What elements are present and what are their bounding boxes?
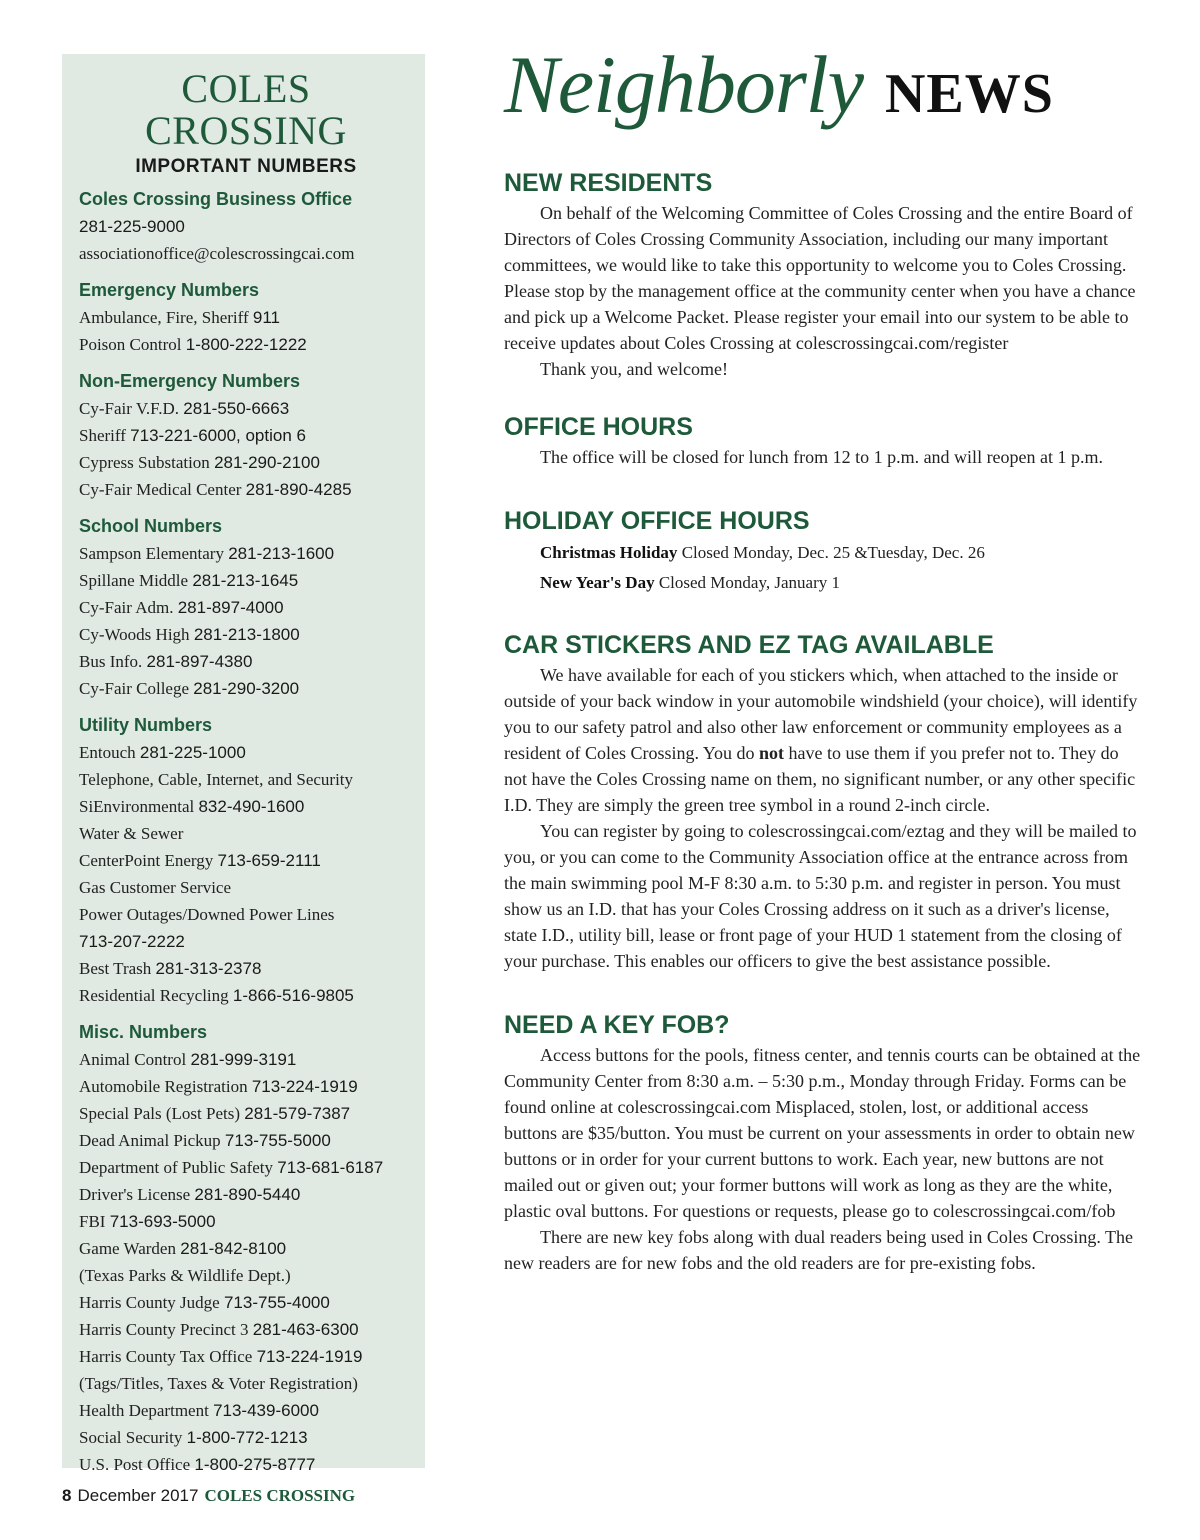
contact-label: Automobile Registration xyxy=(79,1077,248,1096)
footer-date: December 2017 xyxy=(77,1486,199,1505)
phone-number: 281-579-7387 xyxy=(244,1104,351,1123)
important-numbers-sidebar xyxy=(62,54,425,1474)
masthead-script-title: Neighborly xyxy=(504,39,863,130)
phone-number: 1-800-772-1213 xyxy=(186,1428,308,1447)
section-heading: Misc. Numbers xyxy=(79,1022,208,1042)
contact-label: Cy-Fair College xyxy=(79,679,190,698)
contact-line xyxy=(79,928,425,955)
number-section xyxy=(79,277,425,358)
phone-number: 713-693-5000 xyxy=(109,1212,216,1231)
contact-line xyxy=(79,901,425,928)
article-heading: NEW RESIDENTS xyxy=(504,169,713,197)
number-section xyxy=(79,368,425,503)
article-paragraph: Thank you, and welcome! xyxy=(540,359,728,379)
phone-number: 281-213-1800 xyxy=(193,625,300,644)
sidebar-sections xyxy=(79,186,425,1478)
contact-line xyxy=(79,1100,425,1127)
contact-line xyxy=(79,422,425,449)
phone-number: 281-290-2100 xyxy=(214,453,320,472)
article-heading: NEED A KEY FOB? xyxy=(504,1011,730,1039)
footer-brand: COLES CROSSING xyxy=(204,1486,356,1505)
masthead xyxy=(504,40,1144,140)
contact-line xyxy=(79,1451,425,1478)
contact-line xyxy=(79,1073,425,1100)
article-new-residents xyxy=(504,168,1144,382)
contact-line xyxy=(79,766,425,793)
contact-line xyxy=(79,874,425,901)
phone-number: 1-800-275-8777 xyxy=(194,1455,316,1474)
phone-number: 281-999-3191 xyxy=(190,1050,297,1069)
phone-number: 281-890-5440 xyxy=(194,1185,301,1204)
contact-label: Bus Info. xyxy=(79,652,143,671)
article-paragraph xyxy=(504,662,1144,818)
phone-number: 713-659-2111 xyxy=(217,851,321,870)
phone-number: 281-213-1600 xyxy=(228,544,335,563)
contact-label: Dead Animal Pickup xyxy=(79,1131,221,1150)
phone-number: 1-800-222-1222 xyxy=(185,335,307,354)
contact-label: Cy-Fair V.F.D. xyxy=(79,399,180,418)
contact-label: Animal Control xyxy=(79,1050,187,1069)
contact-line xyxy=(79,331,425,358)
contact-line xyxy=(79,955,425,982)
article-key-fob xyxy=(504,1010,1144,1276)
contact-label: Sampson Elementary xyxy=(79,544,224,563)
contact-label: Harris County Precinct 3 xyxy=(79,1320,249,1339)
main-content xyxy=(504,40,1144,1276)
contact-label: Ambulance, Fire, Sheriff xyxy=(79,308,249,327)
contact-line xyxy=(79,847,425,874)
phone-number: 1-866-516-9805 xyxy=(232,986,354,1005)
phone-number: 832-490-1600 xyxy=(198,797,305,816)
contact-label: Cypress Substation xyxy=(79,453,210,472)
article-paragraph: On behalf of the Welcoming Committee of Coles Crossing and the entire Board of Directors of Coles Crossing Community Association, including our many important committees, we would like to take this opportunity to welcome you to Coles Crossing. Please stop by the management office at the community center when you have a chance and pick up a Welcome Packet. Please register your email into our system to be able to receive updates about Coles Crossing at colescrossingcai.com/register xyxy=(504,203,1136,353)
phone-number: 281-313-2378 xyxy=(155,959,262,978)
contact-line xyxy=(79,449,425,476)
contact-label: Harris County Judge xyxy=(79,1293,220,1312)
contact-label: Harris County Tax Office xyxy=(79,1347,253,1366)
holiday-text: Closed Monday, Dec. 25 &Tuesday, Dec. 26 xyxy=(681,543,985,562)
phone-number: 281-463-6300 xyxy=(252,1320,359,1339)
number-section xyxy=(79,513,425,702)
section-heading: Utility Numbers xyxy=(79,715,213,735)
phone-number: 281-897-4380 xyxy=(146,652,253,671)
contact-line xyxy=(79,793,425,820)
phone-number: 713-221-6000, option 6 xyxy=(130,426,306,445)
contact-label: Department of Public Safety xyxy=(79,1158,274,1177)
contact-line xyxy=(79,304,425,331)
contact-line xyxy=(79,213,425,240)
article-paragraph: You can register by going to colescrossingcai.com/eztag and they will be mailed to you, or you can come to the Community Association office at the entrance across from the main swimming pool M-F 8:30 a.m. to 5:30 p.m. and register in person. You must show us an I.D. that has your Coles Crossing address on it such as a driver's license, state I.D., utility bill, lease or front page of your HUD 1 statement from the closing of your purchase. This enables our officers to give the best assistance possible. xyxy=(504,821,1137,971)
contact-label: Residential Recycling xyxy=(79,986,229,1005)
phone-number: 281-842-8100 xyxy=(180,1239,287,1258)
phone-number: 713-755-5000 xyxy=(224,1131,331,1150)
holiday-text: Closed Monday, January 1 xyxy=(658,573,840,592)
page-footer xyxy=(62,1486,355,1506)
phone-number: 713-224-1919 xyxy=(251,1077,358,1096)
contact-line xyxy=(79,1235,425,1262)
article-holiday-hours xyxy=(504,506,1144,598)
contact-line xyxy=(79,1154,425,1181)
masthead-news-title: NEWS xyxy=(884,63,1054,125)
contact-label: Special Pals (Lost Pets) xyxy=(79,1104,241,1123)
sidebar-subtitle: IMPORTANT NUMBERS xyxy=(135,156,357,177)
contact-line xyxy=(79,1343,425,1370)
contact-line xyxy=(79,1316,425,1343)
section-heading: School Numbers xyxy=(79,516,223,536)
contact-line xyxy=(79,1208,425,1235)
contact-label: FBI xyxy=(79,1212,106,1231)
contact-label: Power Outages/Downed Power Lines xyxy=(79,905,335,924)
phone-number: 713-224-1919 xyxy=(256,1347,363,1366)
contact-label: Driver's License xyxy=(79,1185,191,1204)
holiday-label: Christmas Holiday xyxy=(540,543,678,562)
contact-label: Best Trash xyxy=(79,959,152,978)
article-heading: CAR STICKERS AND EZ TAG AVAILABLE xyxy=(504,631,994,659)
article-paragraph: Access buttons for the pools, fitness center, and tennis courts can be obtained at the Community Center from 8:30 a.m. – 5:30 p.m., Monday through Friday. Forms can be found online at colescrossingcai.com Misplaced, stolen, lost, or additional access buttons are $35/button. You must be current on your assessments in order to obtain new buttons or in order for your current buttons to work. Each year, new buttons are not mailed out or given out; your former buttons will work as long as they are the white, plastic oval buttons. For questions or requests, please go to colescrossingcai.com/fob xyxy=(504,1045,1141,1221)
contact-label: Spillane Middle xyxy=(79,571,189,590)
holiday-christmas xyxy=(504,538,1144,568)
contact-line xyxy=(79,1262,425,1289)
page-number: 8 xyxy=(62,1486,72,1505)
article-heading: OFFICE HOURS xyxy=(504,413,693,441)
phone-number: 713-439-6000 xyxy=(213,1401,319,1420)
contact-label: Social Security xyxy=(79,1428,183,1447)
sidebar-title: COLES CROSSING xyxy=(145,66,347,153)
article-car-stickers xyxy=(504,630,1144,974)
section-heading: Coles Crossing Business Office xyxy=(79,189,353,209)
contact-label: Poison Control xyxy=(79,335,182,354)
contact-line xyxy=(79,240,425,267)
section-heading: Non-Emergency Numbers xyxy=(79,371,301,391)
contact-label: SiEnvironmental xyxy=(79,797,195,816)
contact-label: associationoffice@colescrossingcai.com xyxy=(79,244,355,263)
contact-label: Water & Sewer xyxy=(79,824,184,843)
contact-label: CenterPoint Energy xyxy=(79,851,214,870)
contact-line xyxy=(79,567,425,594)
phone-number: 281-225-9000 xyxy=(79,217,185,236)
emphasis-text: not xyxy=(759,743,785,763)
holiday-newyear xyxy=(504,568,1144,598)
contact-label: (Texas Parks & Wildlife Dept.) xyxy=(79,1266,291,1285)
phone-number: 281-290-3200 xyxy=(193,679,300,698)
contact-line xyxy=(79,594,425,621)
number-section xyxy=(79,186,425,267)
phone-number: 281-550-6663 xyxy=(183,399,290,418)
phone-number: 281-890-4285 xyxy=(245,480,352,499)
holiday-label: New Year's Day xyxy=(540,573,655,592)
contact-label: Game Warden xyxy=(79,1239,176,1258)
phone-number: 713-755-4000 xyxy=(223,1293,330,1312)
contact-label: Telephone, Cable, Internet, and Security xyxy=(79,770,354,789)
article-paragraph: The office will be closed for lunch from 12 to 1 p.m. and will reopen at 1 p.m. xyxy=(540,447,1104,467)
contact-line xyxy=(79,675,425,702)
contact-line xyxy=(79,820,425,847)
contact-line xyxy=(79,1424,425,1451)
contact-line xyxy=(79,1370,425,1397)
contact-line xyxy=(79,476,425,503)
contact-label: Health Department xyxy=(79,1401,209,1420)
contact-line xyxy=(79,982,425,1009)
contact-label: Cy-Woods High xyxy=(79,625,190,644)
article-paragraph: There are new key fobs along with dual readers being used in Coles Crossing. The new readers are for new fobs and the old readers are for pre-existing fobs. xyxy=(504,1227,1134,1273)
contact-line xyxy=(79,648,425,675)
contact-line xyxy=(79,1181,425,1208)
contact-label: Entouch xyxy=(79,743,136,762)
contact-line xyxy=(79,1127,425,1154)
article-heading: HOLIDAY OFFICE HOURS xyxy=(504,507,810,535)
phone-number: 281-213-1645 xyxy=(192,571,299,590)
contact-line xyxy=(79,1289,425,1316)
phone-number: 911 xyxy=(252,308,281,327)
contact-line xyxy=(79,1046,425,1073)
contact-label: Sheriff xyxy=(79,426,126,445)
contact-line xyxy=(79,739,425,766)
section-heading: Emergency Numbers xyxy=(79,280,260,300)
contact-line xyxy=(79,540,425,567)
contact-label: Cy-Fair Adm. xyxy=(79,598,174,617)
contact-line xyxy=(79,621,425,648)
phone-number: 713-681-6187 xyxy=(277,1158,384,1177)
contact-label: U.S. Post Office xyxy=(79,1455,191,1474)
phone-number: 281-897-4000 xyxy=(177,598,284,617)
contact-label: (Tags/Titles, Taxes & Voter Registration) xyxy=(79,1374,358,1393)
contact-line xyxy=(79,1397,425,1424)
number-section xyxy=(79,1019,425,1478)
paragraph-text: We have available for each of you stickers which, when attached to the inside or outside of your back window in your automobile windshield (your choice), will identify you to our safety patrol and also other law enforcement or community employees as a resident of Coles Crossing. You do xyxy=(504,665,1138,763)
number-section xyxy=(79,712,425,1009)
paragraph-text: have to use them if you prefer not to. They do not have the Coles Crossing name on them, no significant number, or any other specific I.D. They are simply the green tree symbol in a round 2-inch circle. xyxy=(504,743,1136,815)
contact-line xyxy=(79,395,425,422)
article-office-hours xyxy=(504,412,1144,470)
phone-number: 713-207-2222 xyxy=(79,932,185,951)
contact-label: Cy-Fair Medical Center xyxy=(79,480,242,499)
phone-number: 281-225-1000 xyxy=(139,743,246,762)
contact-label: Gas Customer Service xyxy=(79,878,232,897)
